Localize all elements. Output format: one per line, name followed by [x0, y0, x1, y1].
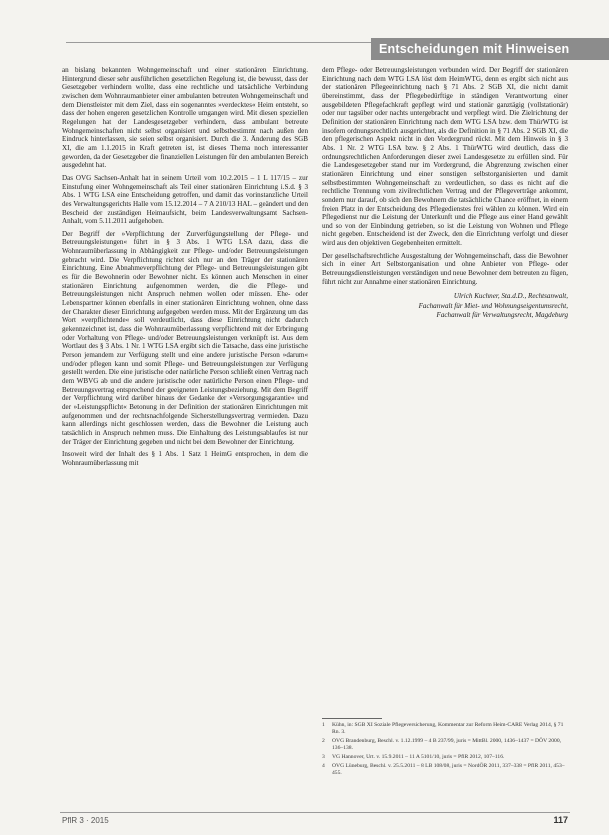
footnotes	[322, 722, 568, 779]
footnote-number: 2	[322, 738, 325, 744]
footnote-number: 1	[322, 722, 325, 728]
signature-line: Fachanwalt für Verwaltungsrecht, Magdeburg	[436, 310, 568, 319]
footnote-number: 4	[322, 763, 325, 769]
footer-rule	[60, 812, 570, 813]
paragraph: Insoweit wird der Inhalt des § 1 Abs. 1 Satz 1 HeimG entsprochen, in dem die Wohnraumüberlassung mit	[62, 450, 308, 467]
paragraph: Der gesellschaftsrechtliche Ausgestaltung der Wohngemeinschaft, dass die Bewohner sich in einer Art Selbstorganisation und ohne Anbieter von Pflege- oder Betreuungsdienstleistungen verständigen und neue Bewohner dem betreuten zu fügen, führt nicht zur Annahme einer stationären Einrichtung.	[322, 251, 568, 286]
footnote-text: OVG Lüneburg, Beschl. v. 25.5.2011 – 8 LB 108/08, juris = NordÖR 2011, 337–338 = PflR 2011, 453–455.	[332, 763, 565, 776]
footnote	[322, 738, 568, 752]
paragraph: dem Pflege- oder Betreuungsleistungen verbunden wird. Der Begriff der stationären Einrichtung nach dem WTG LSA löst dem HeimWTG, denn es ergibt sich nicht aus der stationären Pflegeeinrichtung nach § 71 Abs. 2 SGB XI, die nicht damit übereinstimmt, dass der Pflegebedürftige in ständigen Verantwortung einer ausgebildeten Pflegefachkraft gepflegt wird und stationär ganztägig (vollstationär) oder nur tagsüber oder nachts untergebracht und verpflegt wird. Die Zielrichtung der Definition der stationären Einrichtung nach dem WTG LSA bzw. dem ThürWTG ist insofern ordnungsrechtlich ausgerichtet, als die Definition in § 71 Abs. 2 SGB XI, die den pflegerischen Aspekt nicht in den Vordergrund rückt. Mit dem Hinweis in § 3 Abs. 1 Nr. 2 WTG LSA bzw. § 2 Abs. 1 ThürWTG wird deutlich, dass die ordnungsrechtlichen Anforderungen dieser zwei Landesgesetze zu erfüllen sind. Für die Landesgesetzgeber stand nur im Vordergrund, die Abgrenzung zwischen einer stationären Einrichtung und einer sonstigen selbstorganisierten und damit selbstbestimmten Wohngemeinschaft zu verdeutlichen, so dass es nicht auf die rechtliche Trennung vom zivilrechtlichen Vertrag und der Pflegeverträge ankommt, sondern nur darauf, ob sich den Bewohnern die tatsächliche Chance eröffnet, in einem freien Platz in der Entscheidung des Pflegedienstes frei wählen zu können. Wird ein Pflegedienst nur die Leistung der Unterkunft und die Pflege aus einer Hand gewählt und so von der Einbindung getrieben, so ist die Leistung von Wohnen und Pflege nicht gegeben. Entscheidend ist der Zweck, den die Einrichtung verfolgt und dieser wird aus den objektiven Gegebenheiten ermittelt.	[322, 66, 568, 248]
journal-issue: PflR 3 · 2015	[62, 816, 109, 825]
author-signature	[322, 292, 568, 320]
paragraph: Das OVG Sachsen-Anhalt hat in seinem Urteil vom 10.2.2015 – 1 L 117/15 – zur Einstufung einer Wohngemeinschaft als Teil einer stationären Einrichtung i.S.d. § 3 Abs. 1 WTG LSA eine Entscheidung getroffen, und damit das vorinstanzliche Urteil des Verwaltungsgerichts Halle vom 15.12.2014 – 7 A 210/13 HAL – geändert und den Bescheid der zuständigen Heimaufsicht, beim Landesverwaltungsamt Sachsen-Anhalt, vom 5.11.2011 aufgehoben.	[62, 173, 308, 226]
footnote	[322, 763, 568, 777]
footnote	[322, 722, 568, 736]
footnote	[322, 754, 568, 761]
footnote-text: OVG Brandenburg, Beschl. v. 1.12.1999 – 4 B 237/99, juris = MittBl. 2000, 1436–1437 = DÖV 2000, 136–138.	[332, 738, 562, 751]
footnote-rule	[322, 718, 382, 719]
paragraph: an bislang bekannten Wohngemeinschaft und einer stationären Einrichtung. Hintergrund dieser sehr ausführlichen gesetzlichen Regelung ist, die bewusst, dass der Gesetzgeber verhindern wollte, dass eine rechtliche und tatsächliche Verbindung zwischen dem Wohnraumanbieter einer ambulanten betreuten Wohngemeinschaft und dem Dienstleister mit dem Ziel, dass ein sogenanntes »verdecktes« Heim entsteht, so dass der hohen engeren gesetzlichen Kontrolle umgangen wird. Mit diesen speziellen Regelungen hat der Landesgesetzgeber verhindern, dass ambulant betreute Wohngemeinschaften nicht selbst organisiert und selbstbestimmt nach außen den Eindruck hinterlassen, sie seien selbst organisiert. Durch die 3. Änderung des SGB XI, die am 1.1.2015 in Kraft getreten ist, ist dieses Thema noch interessanter geworden, da der Gesetzgeber die finanziellen Leistungen für den ambulanten Bereich ausgedehnt hat.	[62, 66, 308, 170]
page-number: 117	[553, 815, 568, 825]
left-column	[62, 66, 308, 471]
header-rule	[66, 42, 371, 43]
section-header: Entscheidungen mit Hinweisen	[371, 38, 609, 60]
footnote-text: Kühn, in: SGB XI Soziale Pflegeversicherung, Kommentar zur Reform Heim-CARE Verlag 2014, § 71 Rn. 3.	[332, 722, 564, 735]
right-column	[322, 66, 568, 320]
signature-line: Fachanwalt für Miet- und Wohnungseigentumsrecht,	[418, 301, 568, 310]
footnote-number: 3	[322, 754, 325, 760]
paragraph: Der Begriff der »Verpflichtung der Zurverfügungstellung der Pflege- und Betreuungsleistungen« führt in § 3 Abs. 1 WTG LSA dazu, dass die Wohnraumüberlassung in Abhängigkeit zur Pflege- und/oder Betreuungsleistungen gebracht wird. Die Verpflichtung richtet sich nur an den Träger der stationären Einrichtung. Eine Abnahmeverpflichtung der Pflege- und Betreuungsleistungen gibt es für die Bewohnerin oder Bewohner nicht. Es können auch Menschen in einer stationären Einrichtung aufgenommen werden, die die Pflege- und Betreuungsleistungen nicht Anspruch nehmen wollen oder müssen. Ehe- oder Lebenspartner können ebenfalls in einer stationären Einrichtung wohnen, ohne dass der Charakter dieser Einrichtung aufgegeben werden muss. Mit der Ergänzung um das Wort »verpflichtende« soll verdeutlicht, dass diese Einrichtung nicht dadurch gekennzeichnet ist, dass die Wohnraumüberlassung verpflichtend mit der Erbringung oder Vorhaltung von Pflege- und/oder Betreuungsleistungen verknüpft ist. Aus dem Wortlaut des § 3 Abs. 1 Nr. 1 WTG LSA ergibt sich die Tatsache, dass eine juristische Person jemandem zur Verfügung stellt und eine andere juristische Person »darum« und/oder pflegen kann und somit Pflege- und Betreuungsleistungen zur Verfügung gestellt werden. Die eine juristische oder natürliche Person schließt einen Vertrag nach dem WBVG ab und die andere juristische oder natürliche Person einen Pflege- und Betreuungsvertrag entsprechend der geeigneten Leistungsbeziehung. Mit dem Begriff der Verpflichtung wird darüber hinaus der Gedanke der »Versorgungsgarantie« und der »Leistungspflicht« Betonung in der Definition der stationären Einrichtungen mit aufgenommen und der rechtsnachfolgende Sicherstellungsvertrag vermieden. Dazu kann allerdings nicht geschlossen werden, dass die Bewohner die Leistung auch tatsächlich in Anspruch nehmen muss. Die Einhaltung des Leistungsablaufes ist nur der Träger der Einrichtung gegeben und nicht bei dem Bewohner der Einrichtung.	[62, 229, 308, 446]
footnote-text: VG Hannover, Urt. v. 15.9.2011 – 11 A 5101/10, juris = PflR 2012, 107–116.	[332, 754, 505, 760]
signature-line: Ulrich Kuchner, Sta.d.D., Rechtsanwalt,	[453, 292, 568, 301]
